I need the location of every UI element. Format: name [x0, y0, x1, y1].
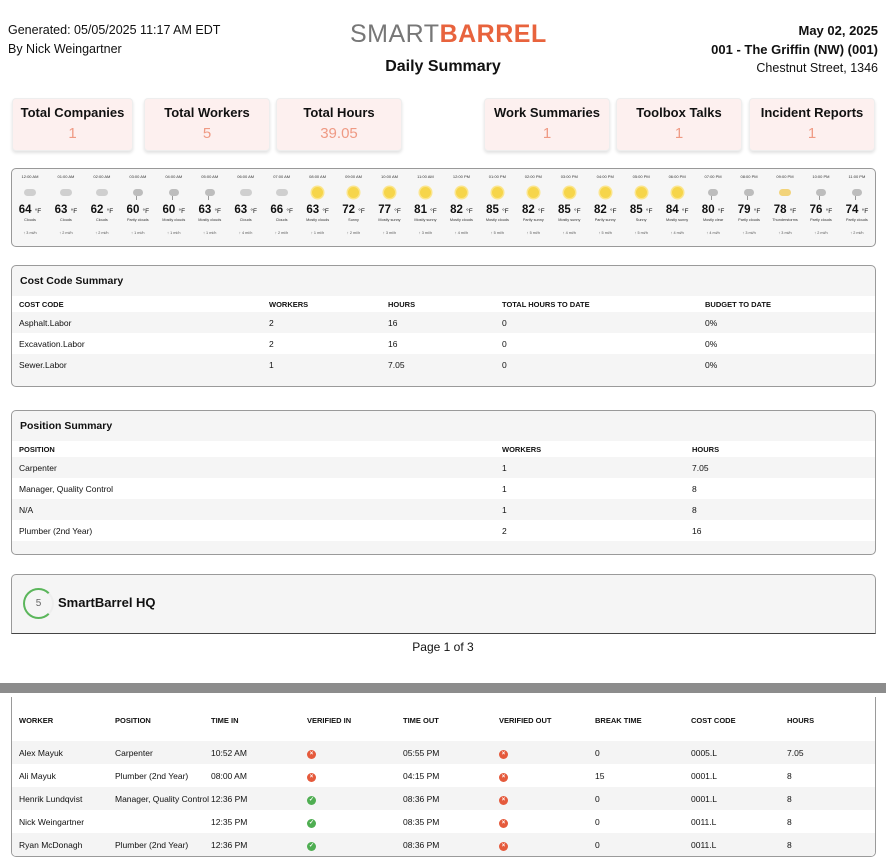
weather-temp: 72 °F — [342, 204, 365, 216]
wind-arrow-icon: ↑ — [23, 231, 27, 235]
wind-arrow-icon: ↑ — [131, 231, 135, 235]
sun-icon — [420, 187, 431, 198]
weather-time: 11:00 AM — [417, 174, 434, 179]
weather-temp: 82 °F — [593, 204, 617, 216]
project-name: 001 - The Griffin (NW) (001) — [711, 42, 878, 57]
weather-temp: 85 °F — [629, 204, 653, 216]
weather-wind: ↑ 1 mi/h — [167, 231, 181, 235]
sun-icon — [456, 187, 467, 198]
table-row: Alex Mayuk Carpenter 10:52 AM × 05:55 PM × 0 0005.L 7.05 — [12, 741, 875, 764]
weather-condition: Partly clouds — [738, 218, 760, 222]
weather-time: 08:00 AM — [309, 174, 327, 179]
weather-time: 03:00 AM — [129, 174, 147, 179]
weather-wind: ↑ 4 mi/h — [239, 231, 253, 235]
wind-arrow-icon: ↑ — [203, 231, 207, 235]
weather-wind: ↑ 3 mi/h — [382, 231, 397, 235]
weather-condition: Clouds — [60, 218, 72, 222]
weather-time: 01:00 PM — [488, 174, 506, 179]
weather-hour — [84, 169, 120, 246]
not-verified-x-icon: × — [499, 819, 508, 828]
stat-toolbox-talks: Toolbox Talks 1 — [616, 98, 742, 151]
wind-arrow-icon: ↑ — [167, 231, 171, 235]
weather-wind: ↑ 1 mi/h — [203, 231, 217, 235]
sun-icon — [492, 187, 503, 198]
wind-arrow-icon: ↑ — [562, 231, 566, 235]
not-verified-x-icon: × — [307, 773, 316, 782]
weather-wind: ↑ 1 mi/h — [131, 231, 145, 235]
sun-icon — [348, 187, 359, 198]
weather-hour — [695, 169, 731, 246]
weather-hour — [156, 169, 192, 246]
weather-hour — [300, 169, 336, 246]
weather-temp: 78 °F — [773, 204, 797, 216]
stat-total-companies: Total Companies 1 — [12, 98, 133, 151]
weather-hour — [731, 169, 767, 246]
hourly-weather-strip — [11, 168, 876, 247]
not-verified-x-icon: × — [499, 750, 508, 759]
weather-time: 04:00 PM — [596, 174, 614, 179]
weather-wind: ↑ 5 mi/h — [634, 231, 648, 235]
weather-time: 07:00 AM — [273, 174, 291, 179]
wind-arrow-icon: ↑ — [742, 231, 746, 235]
table-row: Asphalt.Labor 2 16 0 0% — [19, 317, 718, 328]
weather-condition: Mostly clouds — [162, 218, 186, 222]
not-verified-x-icon: × — [307, 750, 316, 759]
position-header-row: POSITION WORKERS HOURS — [12, 441, 875, 457]
sun-icon — [636, 187, 647, 198]
weather-hour — [479, 169, 515, 246]
weather-temp: 85 °F — [557, 204, 581, 216]
weather-hour — [12, 169, 48, 246]
weather-time: 01:00 AM — [57, 174, 75, 179]
rain-icon — [205, 189, 215, 196]
weather-temp: 85 °F — [486, 204, 509, 216]
weather-temp: 63 °F — [234, 204, 257, 216]
cloud-icon — [96, 189, 108, 196]
weather-wind: ↑ 2 mi/h — [274, 231, 289, 235]
wind-arrow-icon: ↑ — [850, 231, 854, 235]
weather-time: 05:00 PM — [632, 174, 650, 179]
table-row: Ali Mayuk Plumber (2nd Year) 08:00 AM × 04:15 PM × 15 0001.L 8 — [19, 770, 792, 781]
weather-condition: Partly sunny — [594, 218, 616, 222]
weather-condition: Mostly sunny — [414, 218, 437, 222]
table-row: Plumber (2nd Year) 2 16 — [12, 520, 875, 541]
weather-temp: 63 °F — [306, 204, 329, 216]
report-date: May 02, 2025 — [798, 23, 878, 38]
weather-condition: Clouds — [275, 218, 288, 222]
sun-icon — [600, 187, 611, 198]
weather-wind: ↑ 2 mi/h — [346, 231, 361, 235]
weather-temp: 63 °F — [54, 204, 78, 216]
weather-temp: 64 °F — [18, 204, 42, 216]
weather-time: 10:00 PM — [812, 174, 830, 179]
page-divider — [0, 683, 886, 693]
weather-wind: ↑ 1 mi/h — [310, 231, 325, 235]
not-verified-x-icon: × — [499, 796, 508, 805]
company-name: SmartBarrel HQ — [58, 595, 156, 610]
not-verified-x-icon: × — [499, 773, 508, 782]
cloud-icon — [24, 189, 36, 196]
wind-arrow-icon: ↑ — [274, 231, 278, 235]
verified-check-icon: ✓ — [308, 819, 315, 826]
stat-work-summaries: Work Summaries 1 — [484, 98, 610, 151]
report-meta — [8, 21, 220, 59]
weather-temp: 77 °F — [378, 204, 401, 216]
weather-time: 07:00 PM — [704, 174, 722, 179]
weather-temp: 84 °F — [665, 204, 689, 216]
sun-icon — [672, 187, 683, 198]
weather-time: 05:00 AM — [201, 174, 219, 179]
verified-check-icon: ✓ — [308, 842, 315, 849]
weather-condition: Partly clouds — [810, 218, 832, 222]
weather-condition: Partly clouds — [126, 218, 149, 222]
weather-temp: 80 °F — [701, 204, 725, 216]
verified-check-icon: ✓ — [308, 796, 315, 803]
weather-hour — [839, 169, 875, 246]
position-summary — [11, 410, 876, 555]
sun-icon — [312, 187, 323, 198]
weather-time: 11:00 PM — [848, 174, 866, 179]
weather-wind: ↑ 3 mi/h — [778, 231, 792, 235]
wind-arrow-icon: ↑ — [598, 231, 602, 235]
weather-hour — [228, 169, 264, 246]
wind-arrow-icon: ↑ — [239, 231, 242, 235]
sun-icon — [384, 187, 395, 198]
rain-icon — [708, 189, 718, 196]
weather-condition: Clouds — [239, 218, 252, 222]
weather-time: 12:00 PM — [452, 174, 470, 179]
weather-wind: ↑ 3 mi/h — [418, 231, 433, 235]
generated-by: By Nick Weingartner — [8, 42, 122, 56]
weather-condition: Clouds — [95, 218, 108, 222]
stat-incident-reports: Incident Reports 1 — [749, 98, 875, 151]
wind-arrow-icon: ↑ — [310, 231, 314, 235]
weather-condition: Clouds — [24, 218, 36, 222]
sun-icon — [564, 187, 575, 198]
storm-icon — [779, 189, 791, 196]
weather-hour — [336, 169, 372, 246]
rain-icon — [169, 189, 179, 196]
company-section[interactable] — [11, 574, 876, 634]
wind-arrow-icon: ↑ — [346, 231, 350, 235]
weather-wind: ↑ 3 mi/h — [742, 231, 756, 235]
weather-condition: Mostly clouds — [306, 218, 330, 222]
smartbarrel-logo: SMARTBARREL — [350, 20, 547, 48]
weather-hour — [372, 169, 408, 246]
wind-arrow-icon: ↑ — [59, 231, 63, 235]
rain-icon — [744, 189, 754, 196]
page-number: Page 1 of 3 — [412, 640, 474, 654]
weather-condition: Mostly sunny — [666, 218, 689, 222]
weather-hour — [659, 169, 695, 246]
weather-time: 09:00 PM — [776, 174, 794, 179]
stat-total-hours: Total Hours 39.05 — [276, 98, 402, 151]
weather-hour — [587, 169, 623, 246]
project-info — [711, 21, 878, 78]
weather-condition: Thunderstorms — [772, 218, 798, 222]
weather-condition: Partly sunny — [522, 218, 544, 222]
weather-temp: 82 °F — [450, 204, 473, 216]
worker-header-row: WORKER POSITION TIME IN VERIFIED IN TIME OUT VERIFIED OUT BREAK TIME COST CODE HOURS — [12, 697, 875, 741]
cloud-icon — [240, 189, 252, 196]
wind-arrow-icon: ↑ — [634, 231, 638, 235]
wind-arrow-icon: ↑ — [814, 231, 818, 235]
table-row: Carpenter 1 7.05 — [19, 462, 709, 473]
cost-code-header-row: COST CODE WORKERS HOURS TOTAL HOURS TO DATE BUDGET TO DATE — [12, 296, 875, 312]
weather-temp: 76 °F — [809, 204, 833, 216]
wind-arrow-icon: ↑ — [706, 231, 710, 235]
table-row: Manager, Quality Control 1 8 — [12, 478, 875, 499]
wind-arrow-icon: ↑ — [382, 231, 386, 235]
weather-wind: ↑ 2 mi/h — [850, 231, 864, 235]
cost-code-summary — [11, 265, 876, 387]
weather-wind: ↑ 5 mi/h — [598, 231, 612, 235]
weather-wind: ↑ 4 mi/h — [562, 231, 576, 235]
wind-arrow-icon: ↑ — [778, 231, 782, 235]
wind-arrow-icon: ↑ — [418, 231, 422, 235]
weather-condition: Sunny — [348, 218, 359, 222]
weather-time: 02:00 AM — [93, 174, 111, 179]
cloud-icon — [276, 189, 288, 196]
sun-icon — [528, 187, 539, 198]
weather-time: 04:00 AM — [165, 174, 183, 179]
weather-temp: 60 °F — [162, 204, 186, 216]
weather-hour — [48, 169, 84, 246]
weather-temp: 74 °F — [845, 204, 869, 216]
weather-wind: ↑ 2 mi/h — [95, 231, 109, 235]
weather-hour — [192, 169, 228, 246]
wind-arrow-icon: ↑ — [526, 231, 530, 235]
wind-arrow-icon: ↑ — [490, 231, 494, 235]
weather-hour — [120, 169, 156, 246]
weather-time: 06:00 AM — [237, 174, 255, 179]
weather-time: 12:00 AM — [21, 174, 39, 179]
weather-temp: 82 °F — [522, 204, 545, 216]
weather-hour — [551, 169, 587, 246]
weather-wind: ↑ 4 mi/h — [706, 231, 720, 235]
weather-hour — [407, 169, 443, 246]
weather-hour — [803, 169, 839, 246]
weather-wind: ↑ 5 mi/h — [490, 231, 505, 235]
wind-arrow-icon: ↑ — [95, 231, 99, 235]
worker-table — [11, 697, 876, 857]
weather-hour — [515, 169, 551, 246]
table-row: Henrik Lundqvist Manager, Quality Control 12:36 PM ✓ 08:36 PM × 0 0001.L 8 — [12, 787, 875, 810]
weather-condition: Mostly clouds — [449, 218, 473, 222]
weather-temp: 60 °F — [126, 204, 150, 216]
rain-icon — [852, 189, 862, 196]
weather-wind: ↑ 4 mi/h — [670, 231, 684, 235]
weather-time: 06:00 PM — [668, 174, 686, 179]
table-row: N/A 1 8 — [19, 504, 697, 515]
project-address: Chestnut Street, 1346 — [756, 61, 878, 75]
weather-condition: Sunny — [635, 218, 647, 222]
stat-total-workers: Total Workers 5 — [144, 98, 270, 151]
weather-hour — [264, 169, 300, 246]
wind-arrow-icon: ↑ — [454, 231, 458, 235]
weather-time: 08:00 PM — [740, 174, 758, 179]
weather-temp: 81 °F — [414, 204, 437, 216]
worker-count-ring: 5 — [23, 588, 54, 619]
weather-condition: Partly clouds — [846, 218, 868, 222]
weather-temp: 79 °F — [737, 204, 761, 216]
weather-time: 02:00 PM — [524, 174, 542, 179]
weather-condition: Mostly clouds — [198, 218, 222, 222]
weather-temp: 63 °F — [198, 204, 222, 216]
weather-temp: 66 °F — [270, 204, 293, 216]
weather-condition: Mostly sunny — [378, 218, 401, 222]
weather-hour — [443, 169, 479, 246]
not-verified-x-icon: × — [499, 842, 508, 851]
rain-icon — [816, 189, 826, 196]
weather-time: 10:00 AM — [381, 174, 398, 179]
position-summary-title: Position Summary — [20, 420, 113, 432]
weather-wind: ↑ 2 mi/h — [814, 231, 828, 235]
rain-icon — [133, 189, 143, 196]
cloud-icon — [60, 189, 72, 196]
weather-condition: Mostly sunny — [558, 218, 581, 222]
weather-time: 03:00 PM — [560, 174, 578, 179]
weather-wind: ↑ 2 mi/h — [59, 231, 73, 235]
weather-time: 09:00 AM — [345, 174, 362, 179]
weather-wind: ↑ 3 mi/h — [23, 231, 37, 235]
table-row: Excavation.Labor 2 16 0 0% — [12, 333, 875, 354]
wind-arrow-icon: ↑ — [670, 231, 674, 235]
weather-condition: Mostly clear — [702, 218, 724, 222]
table-row: Sewer.Labor 1 7.05 0 0% — [19, 359, 718, 370]
weather-hour — [623, 169, 659, 246]
weather-temp: 62 °F — [90, 204, 114, 216]
cost-code-summary-title: Cost Code Summary — [20, 275, 124, 287]
page-title: Daily Summary — [385, 58, 501, 75]
generated-timestamp: Generated: 05/05/2025 11:17 AM EDT — [8, 23, 221, 37]
weather-wind: ↑ 4 mi/h — [454, 231, 469, 235]
table-row: Nick Weingartner 12:35 PM ✓ 08:35 PM × 0 0011.L 8 — [19, 816, 792, 827]
weather-hour — [767, 169, 803, 246]
weather-condition: Mostly clouds — [485, 218, 509, 222]
weather-wind: ↑ 5 mi/h — [526, 231, 540, 235]
table-row: Ryan McDonagh Plumber (2nd Year) 12:36 PM ✓ 08:36 PM × 0 0011.L 8 — [12, 833, 875, 856]
